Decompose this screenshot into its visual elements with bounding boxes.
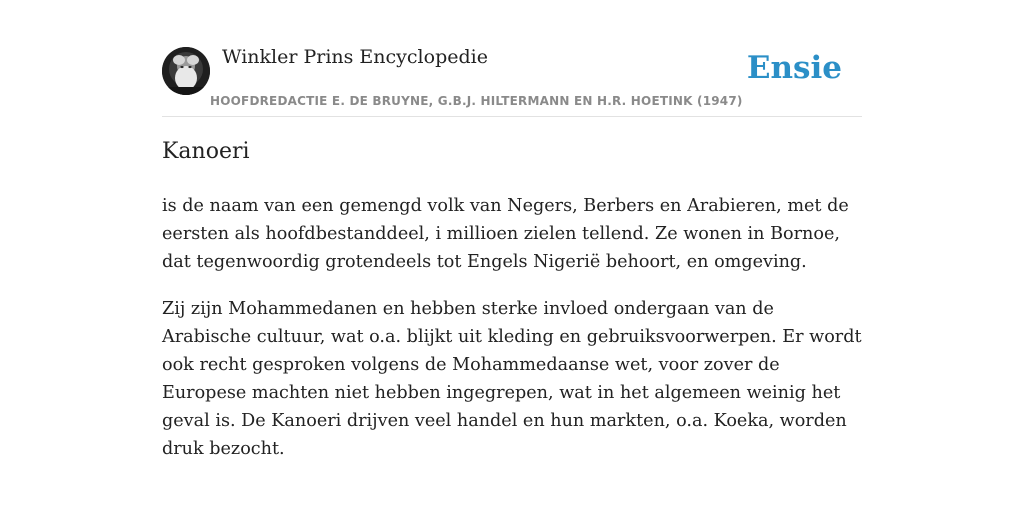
entry-paragraph: is de naam van een gemengd volk van Negers, Berbers en Arabieren, met de eersten als hoofdbestanddeel, i millioen zielen tellend. Ze wonen in Bornoe, dat tegenwoordig grotendeels tot Engels Nigerië behoort, en omgeving.	[162, 196, 849, 272]
entry-body	[162, 192, 862, 482]
brand-logo-link[interactable]: Ensie	[746, 50, 842, 86]
entry-paragraph: Zij zijn Mohammedanen en hebben sterke invloed ondergaan van de Arabische cultuur, wat o.a. blijkt uit kleding en gebruiksvoorwerpen. Er wordt ook recht gesproken volgens de Mohammedaanse wet, voor zover de Europese machten niet hebben ingegrepen, wat in het algemeen weinig het geval is. De Kanoeri drijven veel handel en hun markten, o.a. Koeka, worden druk bezocht.	[162, 299, 862, 459]
source-editors: HOOFDREDACTIE E. DE BRUYNE, G.B.J. HILTERMANN EN H.R. HOETINK (1947)	[210, 94, 743, 108]
entry-title: Kanoeri	[162, 139, 250, 164]
source-header	[162, 40, 862, 117]
portrait-image	[162, 47, 210, 95]
source-title[interactable]: Winkler Prins Encyclopedie	[222, 46, 488, 68]
author-portrait	[162, 47, 210, 95]
